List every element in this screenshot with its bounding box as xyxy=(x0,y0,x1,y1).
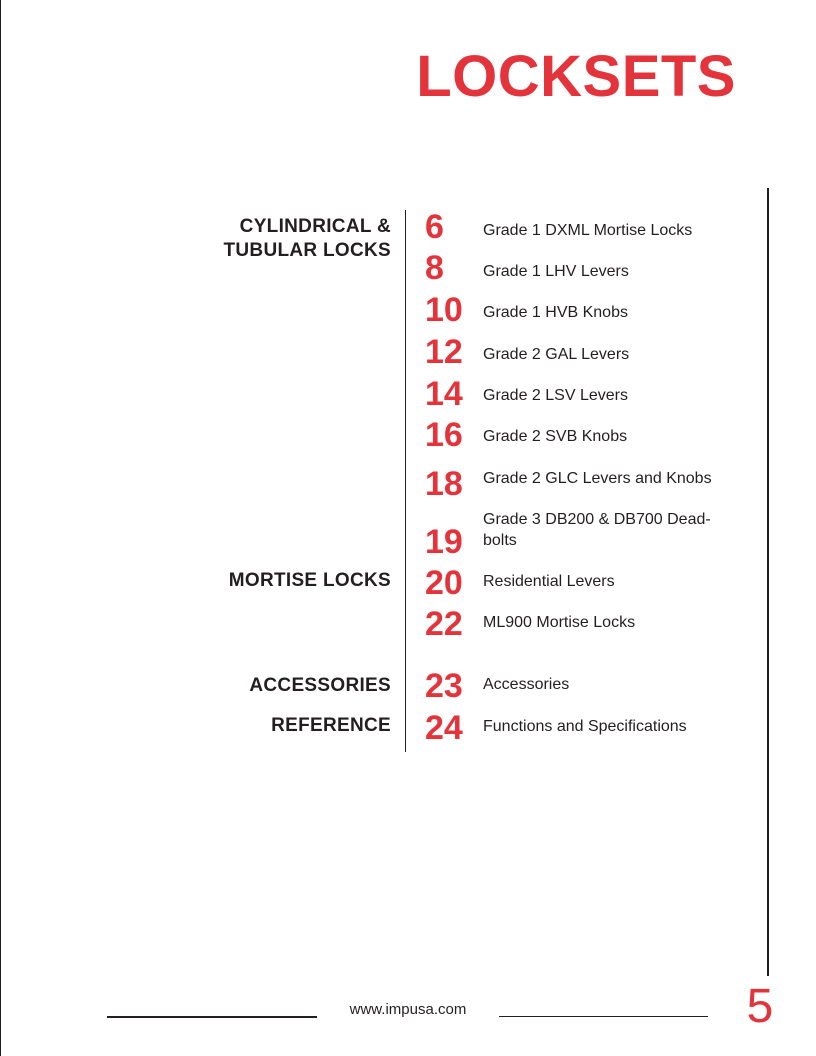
toc-page-number: 23 xyxy=(425,667,463,705)
toc-entry-label: Grade 2 GLC Levers and Knobs xyxy=(483,470,712,487)
toc-entry-label: Grade 2 SVB Knobs xyxy=(483,428,628,445)
toc-entry-label: Functions and Specifications xyxy=(483,718,687,735)
toc-entry-label: Grade 2 LSV Levers xyxy=(483,387,628,404)
toc-page-number: 22 xyxy=(425,605,463,643)
toc-page-number: 20 xyxy=(425,564,463,602)
toc-divider-rule xyxy=(405,210,406,752)
page-edge-line xyxy=(0,0,1,1056)
toc-entry-label: Residential Levers xyxy=(483,573,615,590)
section-cylindrical-tubular: CYLINDRICAL & TUBULAR LOCKS xyxy=(223,216,391,261)
right-vertical-rule xyxy=(767,188,769,976)
toc-entry-label: Grade 1 HVB Knobs xyxy=(483,304,628,321)
toc-page-number: 12 xyxy=(425,333,463,371)
toc-page-number: 18 xyxy=(425,465,463,503)
toc-entry-label: Grade 1 LHV Levers xyxy=(483,263,629,280)
toc-entry-label: Grade 3 DB200 & DB700 Dead-bolts xyxy=(483,511,711,549)
toc-entry-label: ML900 Mortise Locks xyxy=(483,614,636,631)
section-reference: REFERENCE xyxy=(271,715,391,736)
toc-entry-label: Grade 2 GAL Levers xyxy=(483,346,630,363)
section-mortise-locks: MORTISE LOCKS xyxy=(228,570,391,591)
toc-page-number: 10 xyxy=(425,291,463,329)
page-number: 5 xyxy=(746,980,774,1033)
page-title: LOCKSETS xyxy=(416,44,736,109)
section-accessories: ACCESSORIES xyxy=(249,675,391,696)
footer-rule-left xyxy=(107,1016,317,1018)
toc-entry-label: Accessories xyxy=(483,676,570,693)
toc-page-number: 16 xyxy=(425,416,463,454)
toc-page-number: 6 xyxy=(425,208,444,246)
footer-rule-right xyxy=(499,1016,708,1017)
toc-page-number: 19 xyxy=(425,523,463,561)
toc-page-number: 24 xyxy=(425,709,463,747)
footer-website-link[interactable]: www.impusa.com xyxy=(349,1001,467,1018)
toc-page-number: 8 xyxy=(425,249,444,287)
toc-entry-label: Grade 1 DXML Mortise Locks xyxy=(483,222,693,239)
toc-page-number: 14 xyxy=(425,375,463,413)
